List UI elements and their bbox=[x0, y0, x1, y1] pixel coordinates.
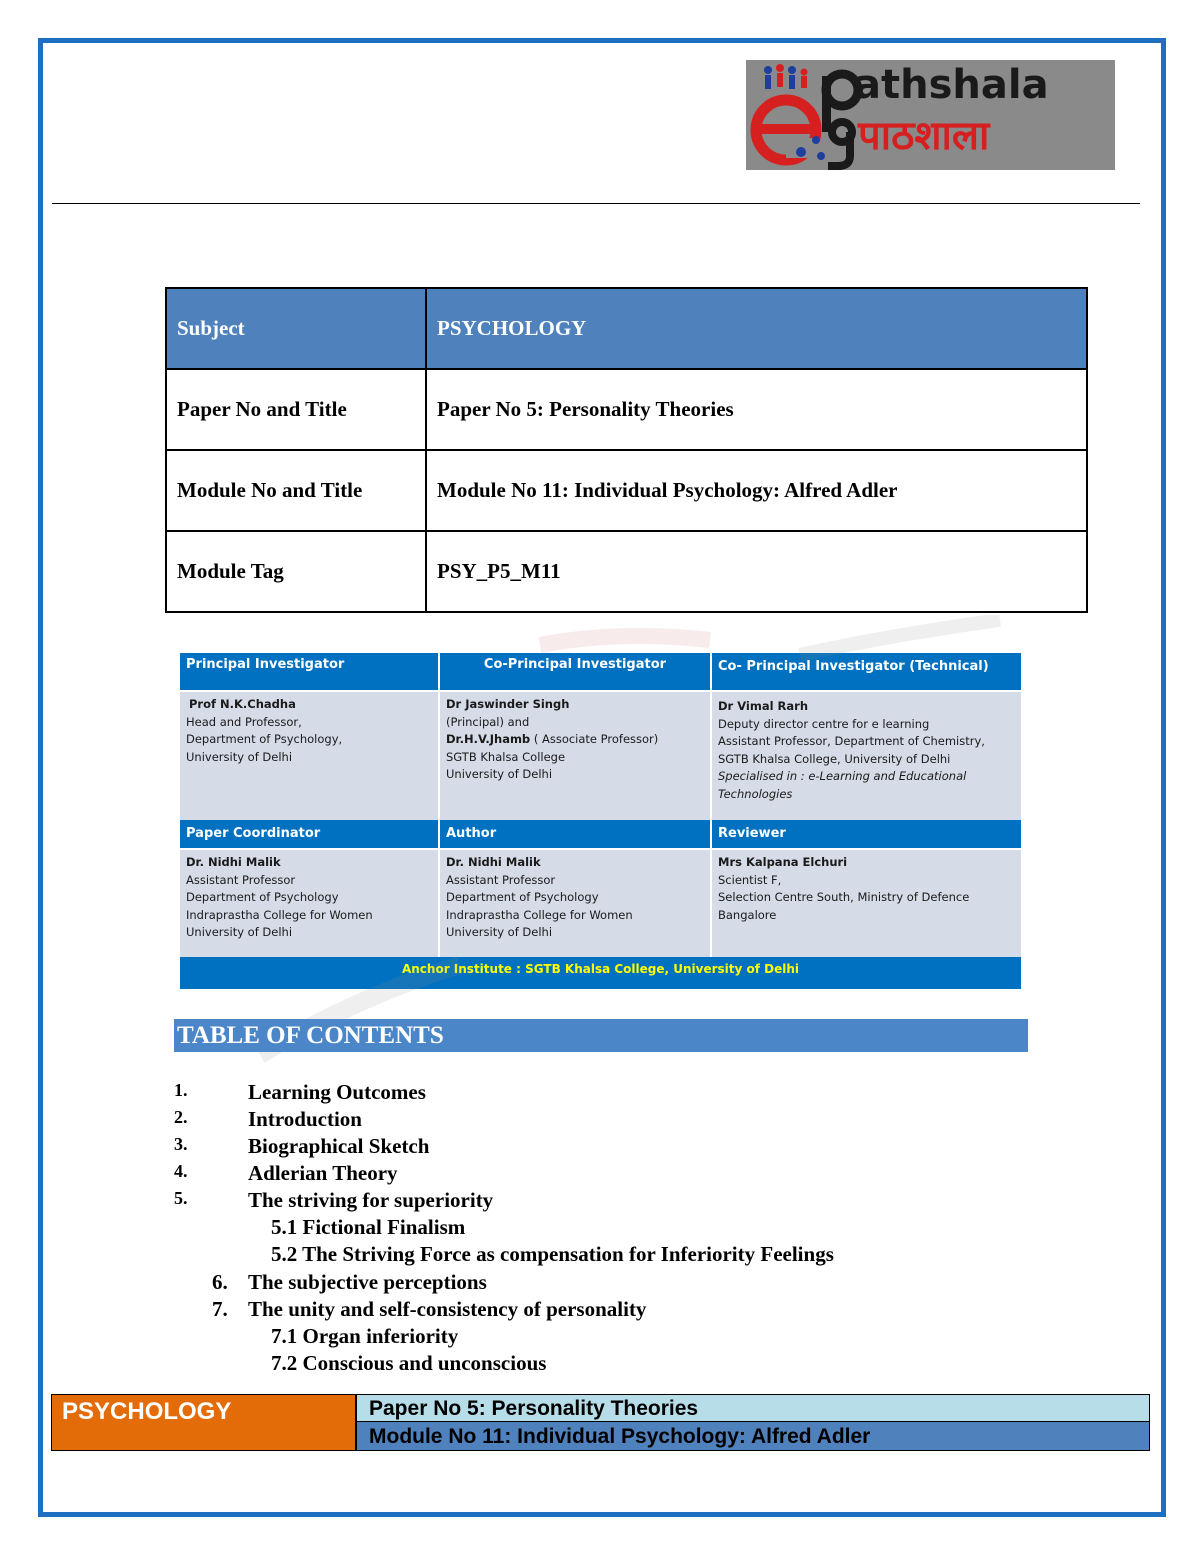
author-name: Dr. Nidhi Malik bbox=[446, 855, 541, 869]
logo-hindi-wordmark: पाठशाला bbox=[858, 113, 990, 159]
copi-tech-specialty: Specialised in : e-Learning and Educational bbox=[718, 769, 967, 783]
info-label: Module Tag bbox=[166, 531, 426, 612]
footer-subject: PSYCHOLOGY bbox=[51, 1394, 356, 1451]
anchor-institute-banner: Anchor Institute : SGTB Khalsa College, University of Delhi bbox=[180, 957, 1021, 989]
copi-tech-line: Assistant Professor, Department of Chemistry, bbox=[718, 734, 985, 748]
pi-line: Head and Professor, bbox=[186, 714, 302, 729]
reviewer-line: Selection Centre South, Ministry of Defence bbox=[718, 890, 970, 904]
coordinator-line: Department of Psychology bbox=[186, 890, 339, 904]
copi-line: (Principal) and bbox=[446, 714, 530, 729]
copi-line: University of Delhi bbox=[446, 767, 553, 781]
toc-label: Biographical Sketch bbox=[248, 1134, 430, 1158]
toc-number: 7. bbox=[212, 1297, 228, 1321]
reviewer-line: Bangalore bbox=[718, 907, 777, 922]
info-value: PSY_P5_M11 bbox=[426, 531, 1087, 612]
pi-line: Department of Psychology, bbox=[186, 732, 343, 746]
toc-label: The unity and self-consistency of personality bbox=[248, 1297, 647, 1321]
author-line: Department of Psychology bbox=[446, 890, 599, 904]
author-heading: Author bbox=[440, 820, 710, 848]
reviewer-heading: Reviewer bbox=[712, 820, 1021, 848]
pi-line: University of Delhi bbox=[186, 749, 293, 764]
table-row bbox=[166, 531, 1087, 612]
toc-label: The subjective perceptions bbox=[248, 1270, 487, 1294]
pi-name: Prof N.K.Chadha bbox=[189, 697, 296, 711]
table-row bbox=[166, 369, 1087, 450]
copi-line: SGTB Khalsa College bbox=[446, 749, 566, 764]
table-row bbox=[166, 288, 1087, 369]
table-row bbox=[166, 450, 1087, 531]
coordinator-heading: Paper Coordinator bbox=[180, 820, 438, 848]
info-label: Subject bbox=[166, 288, 426, 369]
info-label: Module No and Title bbox=[166, 450, 426, 531]
toc-number: 2. bbox=[174, 1107, 188, 1127]
coordinator-line: Assistant Professor bbox=[186, 872, 296, 887]
author-line: University of Delhi bbox=[446, 925, 553, 939]
info-value: Paper No 5: Personality Theories bbox=[426, 369, 1087, 450]
toc-label: Learning Outcomes bbox=[248, 1080, 426, 1104]
toc-label: Introduction bbox=[248, 1107, 362, 1131]
watermark-graphic bbox=[240, 615, 1040, 1075]
copi-tech-specialty: Technologies bbox=[718, 786, 793, 801]
info-label: Paper No and Title bbox=[166, 369, 426, 450]
author-line: Assistant Professor bbox=[446, 872, 556, 887]
pi-heading: Principal Investigator bbox=[180, 653, 438, 690]
author-line: Indraprastha College for Women bbox=[446, 907, 633, 922]
page-footer bbox=[51, 1394, 1150, 1451]
copi-tech-line: Deputy director centre for e learning bbox=[718, 716, 930, 731]
toc-number: 6. bbox=[212, 1270, 228, 1294]
copi-tech-name: Dr Vimal Rarh bbox=[718, 699, 809, 713]
toc-number: 5. bbox=[174, 1188, 188, 1208]
toc-number: 4. bbox=[174, 1161, 188, 1181]
toc-title: TABLE OF CONTENTS bbox=[174, 1019, 1028, 1052]
toc-label: 7.2 Conscious and unconscious bbox=[271, 1351, 547, 1375]
footer-paper: Paper No 5: Personality Theories bbox=[356, 1394, 1150, 1422]
toc-label: 7.1 Organ inferiority bbox=[271, 1324, 459, 1348]
toc-number: 1. bbox=[174, 1080, 188, 1100]
toc-label: 5.1 Fictional Finalism bbox=[271, 1215, 466, 1239]
toc-label: Adlerian Theory bbox=[248, 1161, 398, 1185]
toc-label: 5.2 The Striving Force as compensation for Inferiority Feelings bbox=[271, 1242, 834, 1266]
module-info-table bbox=[165, 287, 1088, 613]
info-value: Module No 11: Individual Psychology: Alfred Adler bbox=[426, 450, 1087, 531]
copi-tech-heading: Co- Principal Investigator (Technical) bbox=[712, 653, 1021, 690]
coordinator-line: Indraprastha College for Women bbox=[186, 907, 373, 922]
reviewer-line: Scientist F, bbox=[718, 872, 782, 887]
header-rule bbox=[52, 203, 1140, 204]
toc-label: The striving for superiority bbox=[248, 1188, 494, 1212]
logo-wordmark: athshala bbox=[854, 62, 1049, 108]
copi-tech-line: SGTB Khalsa College, University of Delhi bbox=[718, 751, 951, 766]
coordinator-line: University of Delhi bbox=[186, 925, 293, 939]
copi-name: Dr Jaswinder Singh bbox=[446, 697, 570, 711]
epathshala-logo bbox=[746, 60, 1115, 170]
toc-number: 3. bbox=[174, 1134, 188, 1154]
copi-heading: Co-Principal Investigator bbox=[440, 653, 710, 690]
coordinator-name: Dr. Nidhi Malik bbox=[186, 855, 281, 869]
footer-module: Module No 11: Individual Psychology: Alfred Adler bbox=[356, 1422, 1150, 1451]
copi-name-2: Dr.H.V.Jhamb ( Associate Professor) bbox=[446, 732, 659, 746]
info-value: PSYCHOLOGY bbox=[426, 288, 1087, 369]
reviewer-name: Mrs Kalpana Elchuri bbox=[718, 855, 848, 869]
